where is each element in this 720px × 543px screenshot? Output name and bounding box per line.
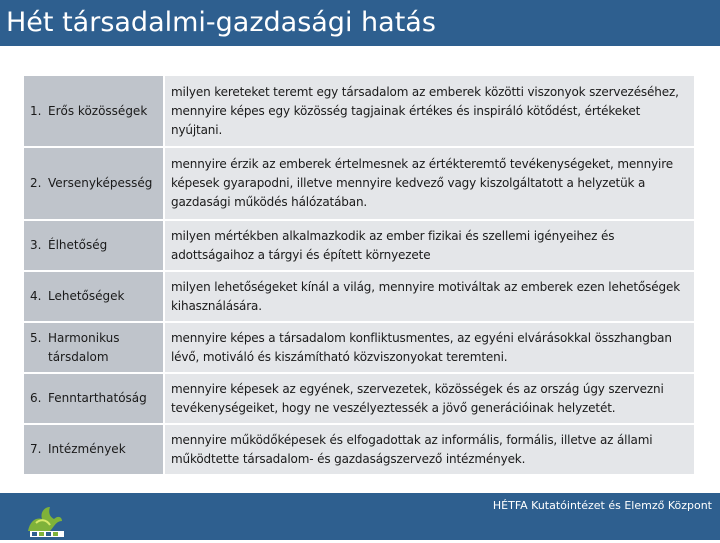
row-number: 2. <box>30 176 42 190</box>
row-label-cell <box>24 322 164 373</box>
table-row <box>24 271 695 322</box>
row-description: mennyire képes a társadalom konfliktusmentes, az egyéni elvárásokkal összhangban lévő, motiváló és kiszámítható közviszonyokat teremteni. <box>164 322 695 373</box>
row-label-cell <box>24 220 164 271</box>
row-number: 6. <box>30 391 42 405</box>
row-label: Erős közösségek <box>48 103 148 118</box>
row-description: mennyire működőképesek és elfogadottak az informális, formális, illetve az állami működtette társadalom- és gazdaságszervező intézmények. <box>164 424 695 475</box>
slide-title: Hét társadalmi-gazdasági hatás <box>6 7 436 38</box>
row-label-cell <box>24 147 164 220</box>
row-description: milyen kereteket teremt egy társadalom az emberek közötti viszonyok szervezéséhez, mennyire képes egy közösség tagjainak értékes és inspiráló kötődést, értékeket nyújtani. <box>164 76 695 147</box>
title-bar <box>0 0 720 46</box>
row-description: mennyire képesek az egyének, szervezetek, közösségek és az ország úgy szervezni tevékenységeiket, hogy ne veszélyeztessék a jövő generációinak helyzetét. <box>164 373 695 424</box>
row-label-cell <box>24 76 164 147</box>
row-label: Harmonikus társdalom <box>48 330 120 364</box>
row-description: milyen mértékben alkalmazkodik az ember fizikai és szellemi igényeihez és adottságaihoz a tárgyi és épített környezete <box>164 220 695 271</box>
row-number: 5. <box>30 330 42 345</box>
table-row <box>24 373 695 424</box>
hetfa-logo-icon <box>20 497 70 539</box>
impact-table <box>24 76 696 476</box>
footer-bar <box>0 493 720 540</box>
row-label: Intézmények <box>48 442 126 456</box>
footer-organization: HÉTFA Kutatóintézet és Elemző Központ <box>492 499 712 512</box>
row-number: 7. <box>30 442 42 456</box>
row-label: Élhetőség <box>48 238 108 252</box>
table-row <box>24 220 695 271</box>
row-label: Lehetőségek <box>48 289 125 303</box>
row-description: milyen lehetőségeket kínál a világ, mennyire motiváltak az emberek ezen lehetőségek kihasználására. <box>164 271 695 322</box>
row-label: Fenntarthatóság <box>48 391 147 405</box>
row-description: mennyire érzik az emberek értelmesnek az értékteremtő tevékenységeket, mennyire képesek gyarapodni, illetve mennyire kedvező vagy kiszolgáltatott a helyzetük a gazdasági működés hálózatában. <box>164 147 695 220</box>
row-label: Versenyképesség <box>48 176 153 190</box>
table-row <box>24 147 695 220</box>
row-number: 1. <box>30 103 42 118</box>
row-label-cell <box>24 424 164 475</box>
row-number: 3. <box>30 238 42 252</box>
row-label-cell <box>24 271 164 322</box>
table-row <box>24 76 695 147</box>
table-row <box>24 424 695 475</box>
row-number: 4. <box>30 289 42 303</box>
table-row <box>24 322 695 373</box>
row-label-cell <box>24 373 164 424</box>
